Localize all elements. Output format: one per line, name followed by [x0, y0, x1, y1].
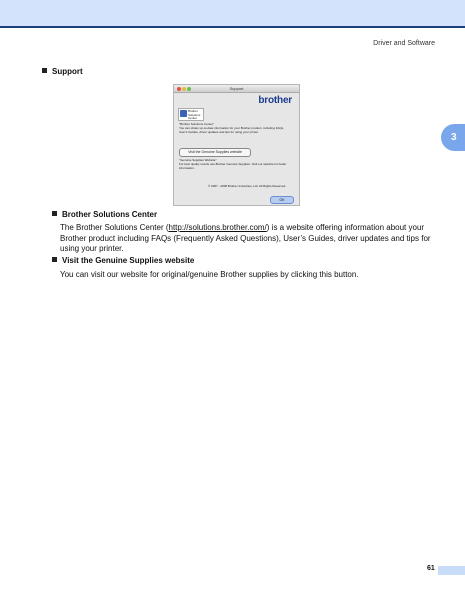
support-heading — [42, 67, 83, 76]
support-dialog-screenshot — [173, 84, 300, 206]
item-heading-supplies — [52, 256, 194, 265]
page-number-bar — [438, 566, 465, 575]
chapter-tab: 3 — [441, 124, 465, 151]
supplies-description: For best quality results use Brother Genuine Supplies. Visit our website for better information. — [179, 162, 287, 170]
supplies-title: "Genuine Supplies Website" — [179, 158, 217, 162]
page-number: 61 — [427, 565, 435, 572]
copyright: © 2007 - 2008 Brother Industries, Ltd. All Rights Reserved. — [208, 184, 287, 188]
solutions-text-before: The Brother Solutions Center ( — [60, 223, 169, 232]
badge-text: Brother Solutions Center — [188, 109, 201, 120]
bullet-square-icon — [42, 68, 47, 73]
brother-logo: brother — [258, 95, 292, 106]
item-heading-solutions-text: Brother Solutions Center — [62, 210, 158, 219]
dialog-titlebar — [174, 85, 299, 93]
header-band — [0, 0, 465, 26]
solutions-paragraph — [60, 223, 440, 255]
center-description: You can obtain up-to-date information for your Brother product, including FAQs, User's Guides, driver updates and tips for using your printer. — [179, 126, 285, 134]
solutions-link[interactable]: http://solutions.brother.com/ — [168, 223, 267, 232]
ok-button: OK — [270, 196, 294, 204]
running-header: Driver and Software — [373, 40, 435, 47]
bullet-square-icon — [52, 257, 57, 262]
support-heading-text: Support — [52, 67, 83, 76]
item-heading-solutions — [52, 210, 157, 219]
supplies-paragraph: You can visit our website for original/genuine Brother supplies by clicking this button. — [60, 270, 359, 279]
header-rule — [0, 26, 465, 28]
visit-supplies-button: Visit the Genuine Supplies website — [179, 148, 251, 157]
solutions-center-badge — [178, 108, 204, 121]
center-title: "Brother Solutions Center" — [179, 122, 214, 126]
solutions-center-icon — [180, 110, 187, 117]
bullet-square-icon — [52, 211, 57, 216]
dialog-title: Support — [229, 86, 244, 91]
solutions-text-after: ) is a website offering information about your Brother product including FAQs (Frequently Asked Questions), User’s Guides, driver updates and tips for using your printer. — [60, 223, 431, 253]
item-heading-supplies-text: Visit the Genuine Supplies website — [62, 256, 195, 265]
